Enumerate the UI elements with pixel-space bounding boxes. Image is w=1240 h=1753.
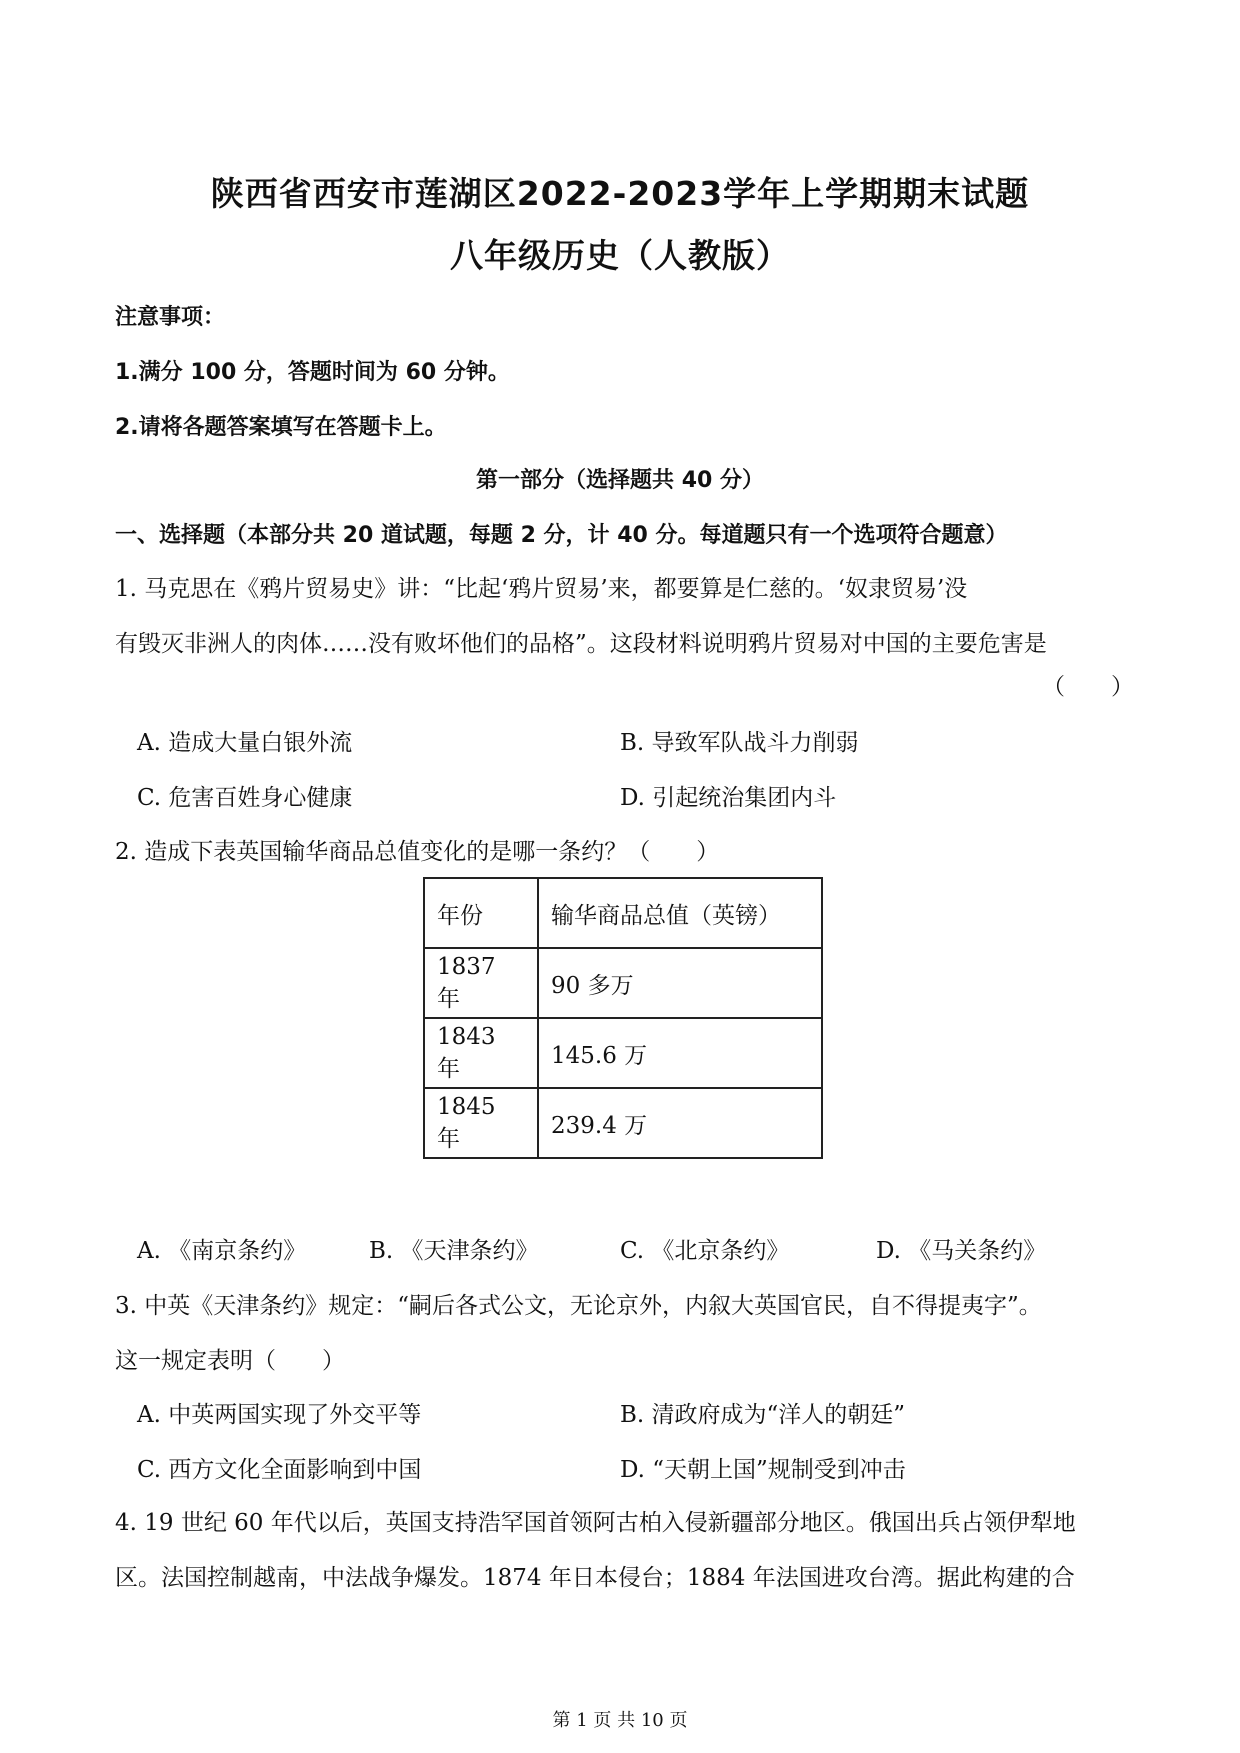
option-b: B. 导致军队战斗力削弱 [620, 730, 859, 756]
exam-subtitle: 八年级历史（人教版） [450, 236, 790, 275]
table-row [424, 948, 822, 1018]
table-header-row [424, 878, 822, 948]
trade-value-table [423, 877, 823, 1159]
note-item: 2.请将各题答案填写在答题卡上。 [115, 415, 447, 440]
table-header-cell: 年份 [424, 878, 538, 948]
question-3-line: 3. 中英《天津条约》规定：“嗣后各式公文，无论京外，内叙大英国官民，自不得提夷字”。 [115, 1293, 1042, 1319]
part-title: 第一部分（选择题共 40 分） [476, 468, 764, 493]
question-2-line: 2. 造成下表英国输华商品总值变化的是哪一条约？（ ） [115, 839, 720, 865]
exam-title: 陕西省西安市莲湖区2022-2023学年上学期期末试题 [210, 174, 1030, 213]
option-a: A. 《南京条约》 [137, 1238, 307, 1264]
option-c: C. 危害百姓身心健康 [137, 785, 353, 811]
notes-heading: 注意事项： [115, 305, 226, 330]
table-cell: 1837 年 [424, 948, 538, 1018]
table-cell: 239.4 万 [538, 1088, 822, 1158]
question-1-line: 有毁灭非洲人的肉体……没有败坏他们的品格”。这段材料说明鸦片贸易对中国的主要危害是 [115, 631, 1047, 657]
page-number: 第 1 页 共 10 页 [552, 1710, 688, 1731]
question-4-line: 区。法国控制越南，中法战争爆发。1874 年日本侵台；1884 年法国进攻台湾。据此构建的合 [115, 1565, 1075, 1591]
question-3-line: 这一规定表明（ ） [115, 1348, 345, 1374]
option-a: A. 中英两国实现了外交平等 [137, 1402, 422, 1428]
table-row [424, 1088, 822, 1158]
option-a: A. 造成大量白银外流 [137, 730, 353, 756]
option-d: D. 《马关条约》 [876, 1238, 1047, 1264]
table-cell: 1843 年 [424, 1018, 538, 1088]
table-cell: 1845 年 [424, 1088, 538, 1158]
option-c: C. 西方文化全面影响到中国 [137, 1457, 422, 1483]
option-d: D. 引起统治集团内斗 [620, 785, 837, 811]
option-d: D. “天朝上国”规制受到冲击 [620, 1457, 906, 1483]
note-item: 1.满分 100 分，答题时间为 60 分钟。 [115, 360, 510, 385]
answer-bracket: （ ） [1042, 674, 1134, 700]
question-4-line: 4. 19 世纪 60 年代以后，英国支持浩罕国首领阿古柏入侵新疆部分地区。俄国出兵占领伊犁地 [115, 1510, 1076, 1536]
table-header-cell: 输华商品总值（英镑） [538, 878, 822, 948]
table-row [424, 1018, 822, 1088]
question-1-line: 1. 马克思在《鸦片贸易史》讲：“比起‘鸦片贸易’来，都要算是仁慈的。‘奴隶贸易’没 [115, 576, 968, 602]
table-cell: 145.6 万 [538, 1018, 822, 1088]
table-cell: 90 多万 [538, 948, 822, 1018]
option-b: B. 《天津条约》 [369, 1238, 539, 1264]
section-heading: 一、选择题（本部分共 20 道试题，每题 2 分，计 40 分。每道题只有一个选项符合题意） [115, 523, 1008, 548]
option-b: B. 清政府成为“洋人的朝廷” [620, 1402, 906, 1428]
option-c: C. 《北京条约》 [620, 1238, 790, 1264]
